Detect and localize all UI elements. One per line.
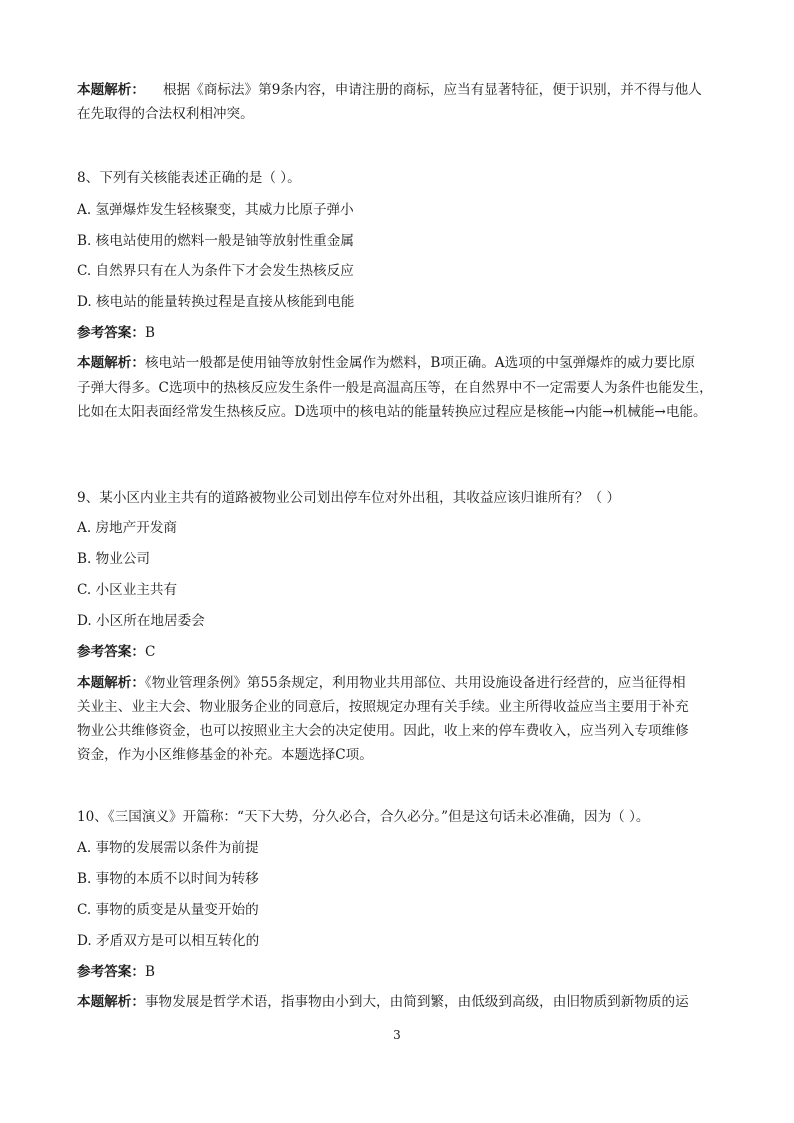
analysis-label: 本题解析： bbox=[77, 82, 145, 98]
q10-option-d: D. 矛盾双方是可以相互转化的 bbox=[77, 933, 260, 949]
top-analysis-line-2: 在先取得的合法权利相冲突。 bbox=[77, 106, 254, 122]
q8-option-a: A. 氢弹爆炸发生轻核聚变，其威力比原子弹小 bbox=[77, 202, 354, 218]
analysis-label: 本题解析： bbox=[77, 994, 145, 1010]
q8-analysis-line-1 bbox=[77, 353, 695, 373]
q10-option-a: A. 事物的发展需以条件为前提 bbox=[77, 840, 259, 856]
q8-option-b: B. 核电站使用的燃料一般是铀等放射性重金属 bbox=[77, 233, 354, 249]
analysis-label: 本题解析： bbox=[77, 355, 145, 371]
analysis-text: 核电站一般都是使用铀等放射性金属作为燃料，B项正确。A选项的中氢弹爆炸的威力要比原 bbox=[144, 355, 695, 371]
q8-answer bbox=[77, 323, 155, 343]
q8-question: 8、下列有关核能表述正确的是（ ）。 bbox=[77, 170, 301, 186]
q10-option-c: C. 事物的质变是从量变开始的 bbox=[77, 902, 259, 918]
q9-analysis-line-1 bbox=[77, 673, 686, 693]
analysis-text: 根据《商标法》第9条内容，申请注册的商标，应当有显著特征，便于识别，并不得与他人 bbox=[162, 82, 702, 98]
q9-option-c: C. 小区业主共有 bbox=[77, 582, 178, 598]
q8-analysis-line-3: 比如在太阳表面经常发生热核反应。D选项中的核电站的能量转换应过程应是核能→内能→机械能→电能。 bbox=[77, 404, 707, 420]
answer-value: C bbox=[144, 644, 156, 660]
q9-analysis-line-4: 资金，作为小区维修基金的补充。本题选择C项。 bbox=[77, 747, 373, 763]
answer-value: B bbox=[144, 325, 155, 341]
top-analysis-line-1 bbox=[77, 80, 702, 100]
q10-analysis-line-1 bbox=[77, 992, 689, 1012]
answer-label: 参考答案： bbox=[77, 325, 145, 341]
q9-option-d: D. 小区所在地居委会 bbox=[77, 613, 205, 629]
page-number: 3 bbox=[393, 1028, 401, 1042]
answer-label: 参考答案： bbox=[77, 644, 145, 660]
q8-option-d: D. 核电站的能量转换过程是直接从核能到电能 bbox=[77, 294, 355, 310]
q9-analysis-line-3: 物业公共维修资金，也可以按照业主大会的决定使用。因此，收上来的停车费收入，应当列入专项维修 bbox=[77, 723, 689, 739]
q9-answer bbox=[77, 642, 155, 662]
q8-analysis-line-2: 子弹大得多。C选项中的热核反应发生条件一般是高温高压等，在自然界中不一定需要人为条件也能发生， bbox=[77, 380, 713, 396]
answer-label: 参考答案： bbox=[77, 964, 145, 980]
q8-option-c: C. 自然界只有在人为条件下才会发生热核反应 bbox=[77, 263, 354, 279]
q9-question: 9、某小区内业主共有的道路被物业公司划出停车位对外出租，其收益应该归谁所有？（ ） bbox=[77, 490, 621, 506]
q9-option-b: B. 物业公司 bbox=[77, 551, 151, 567]
analysis-label: 本题解析： bbox=[77, 675, 145, 691]
q10-option-b: B. 事物的本质不以时间为转移 bbox=[77, 871, 259, 887]
answer-value: B bbox=[144, 964, 155, 980]
analysis-text: 事物发展是哲学术语，指事物由小到大，由简到繁，由低级到高级，由旧物质到新物质的运 bbox=[144, 994, 689, 1010]
q10-question: 10、《三国演义》开篇称：“天下大势，分久必合，合久必分。”但是这句话未必准确，因为（ ）。 bbox=[77, 809, 650, 825]
q10-answer bbox=[77, 962, 155, 982]
analysis-text: 《物业管理条例》第55条规定，利用物业共用部位、共用设施设备进行经营的，应当征得相 bbox=[144, 675, 686, 691]
q9-analysis-line-2: 关业主、业主大会、物业服务企业的同意后，按照规定办理有关手续。业主所得收益应当主要用于补充 bbox=[77, 699, 689, 715]
q9-option-a: A. 房地产开发商 bbox=[77, 520, 178, 536]
